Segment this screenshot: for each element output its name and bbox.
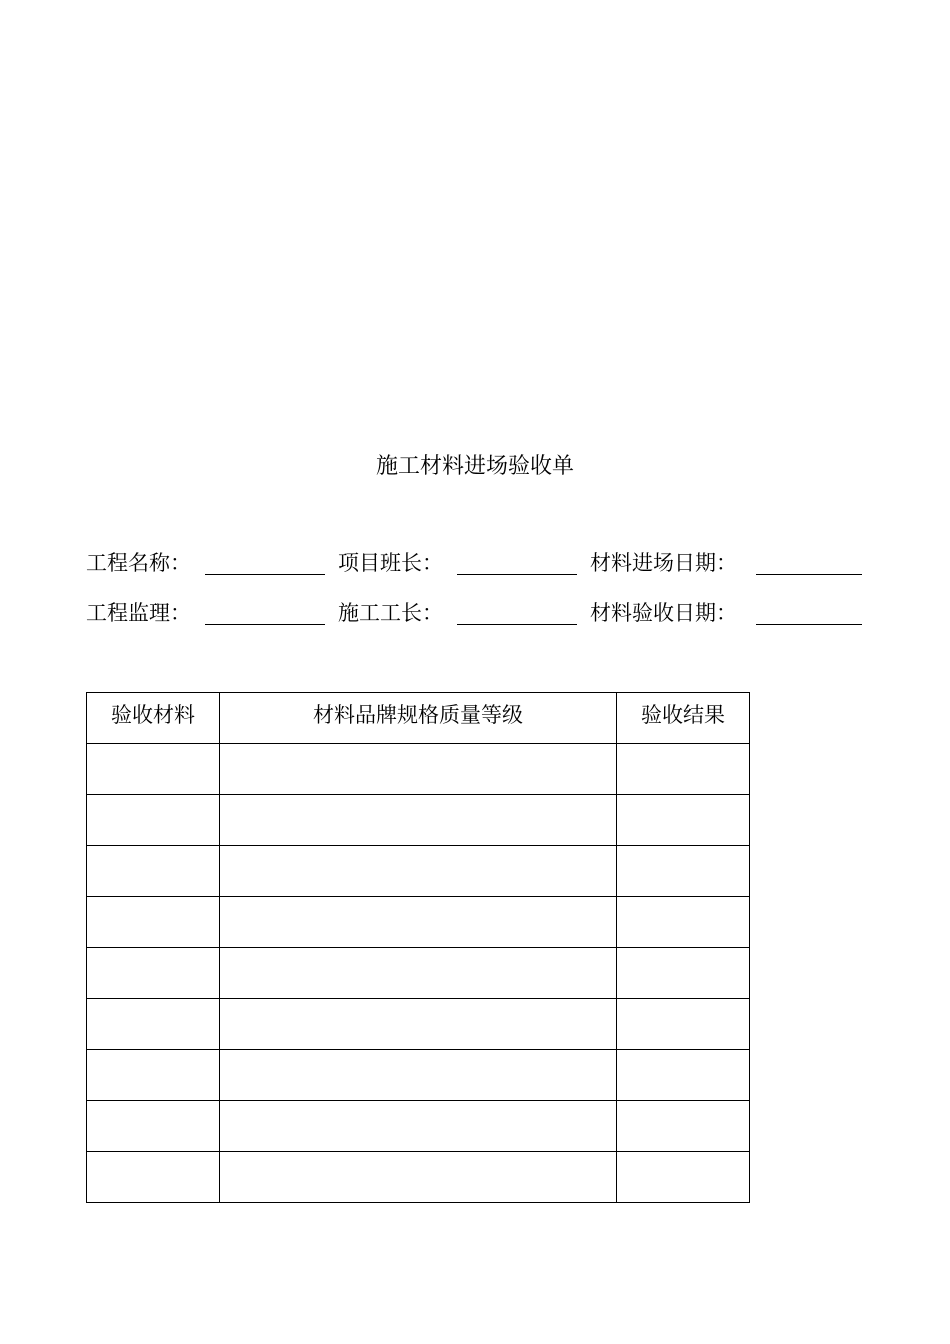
result-cell[interactable] <box>617 948 750 999</box>
brand-spec-grade-cell[interactable] <box>220 1101 617 1152</box>
project-leader-label: 项目班长： <box>338 551 443 575</box>
foreman-label: 施工工长： <box>338 601 443 625</box>
material-cell[interactable] <box>87 795 220 846</box>
material-cell[interactable] <box>87 1050 220 1101</box>
table-row <box>87 897 750 948</box>
material-cell[interactable] <box>87 1101 220 1152</box>
acceptance-date-label: 材料验收日期： <box>590 601 737 625</box>
page-title: 施工材料进场验收单 <box>375 454 574 479</box>
result-cell[interactable] <box>617 846 750 897</box>
header-brand-spec-grade: 材料品牌规格质量等级 <box>220 693 617 744</box>
material-cell[interactable] <box>87 948 220 999</box>
material-cell[interactable] <box>87 846 220 897</box>
table-row <box>87 999 750 1050</box>
brand-spec-grade-cell[interactable] <box>220 999 617 1050</box>
header-result: 验收结果 <box>617 693 750 744</box>
result-cell[interactable] <box>617 744 750 795</box>
brand-spec-grade-cell[interactable] <box>220 948 617 999</box>
table-row <box>87 846 750 897</box>
result-cell[interactable] <box>617 795 750 846</box>
brand-spec-grade-cell[interactable] <box>220 1152 617 1203</box>
project-name-field[interactable] <box>205 574 325 575</box>
project-name-label: 工程名称： <box>86 551 191 575</box>
result-cell[interactable] <box>617 1101 750 1152</box>
header-material: 验收材料 <box>87 693 220 744</box>
acceptance-date-field[interactable] <box>756 624 862 625</box>
brand-spec-grade-cell[interactable] <box>220 795 617 846</box>
table-row <box>87 744 750 795</box>
table-row <box>87 1050 750 1101</box>
result-cell[interactable] <box>617 1050 750 1101</box>
table-row <box>87 948 750 999</box>
material-cell[interactable] <box>87 897 220 948</box>
material-cell[interactable] <box>87 1152 220 1203</box>
table-row <box>87 1101 750 1152</box>
brand-spec-grade-cell[interactable] <box>220 897 617 948</box>
material-cell[interactable] <box>87 999 220 1050</box>
result-cell[interactable] <box>617 1152 750 1203</box>
material-cell[interactable] <box>87 744 220 795</box>
brand-spec-grade-cell[interactable] <box>220 744 617 795</box>
table-header-row <box>87 693 750 744</box>
arrival-date-label: 材料进场日期： <box>590 551 737 575</box>
brand-spec-grade-cell[interactable] <box>220 846 617 897</box>
supervisor-label: 工程监理： <box>86 601 191 625</box>
table-row <box>87 1152 750 1203</box>
project-leader-field[interactable] <box>457 574 577 575</box>
table-row <box>87 795 750 846</box>
result-cell[interactable] <box>617 897 750 948</box>
brand-spec-grade-cell[interactable] <box>220 1050 617 1101</box>
acceptance-table <box>86 692 750 1203</box>
supervisor-field[interactable] <box>205 624 325 625</box>
foreman-field[interactable] <box>457 624 577 625</box>
arrival-date-field[interactable] <box>756 574 862 575</box>
result-cell[interactable] <box>617 999 750 1050</box>
